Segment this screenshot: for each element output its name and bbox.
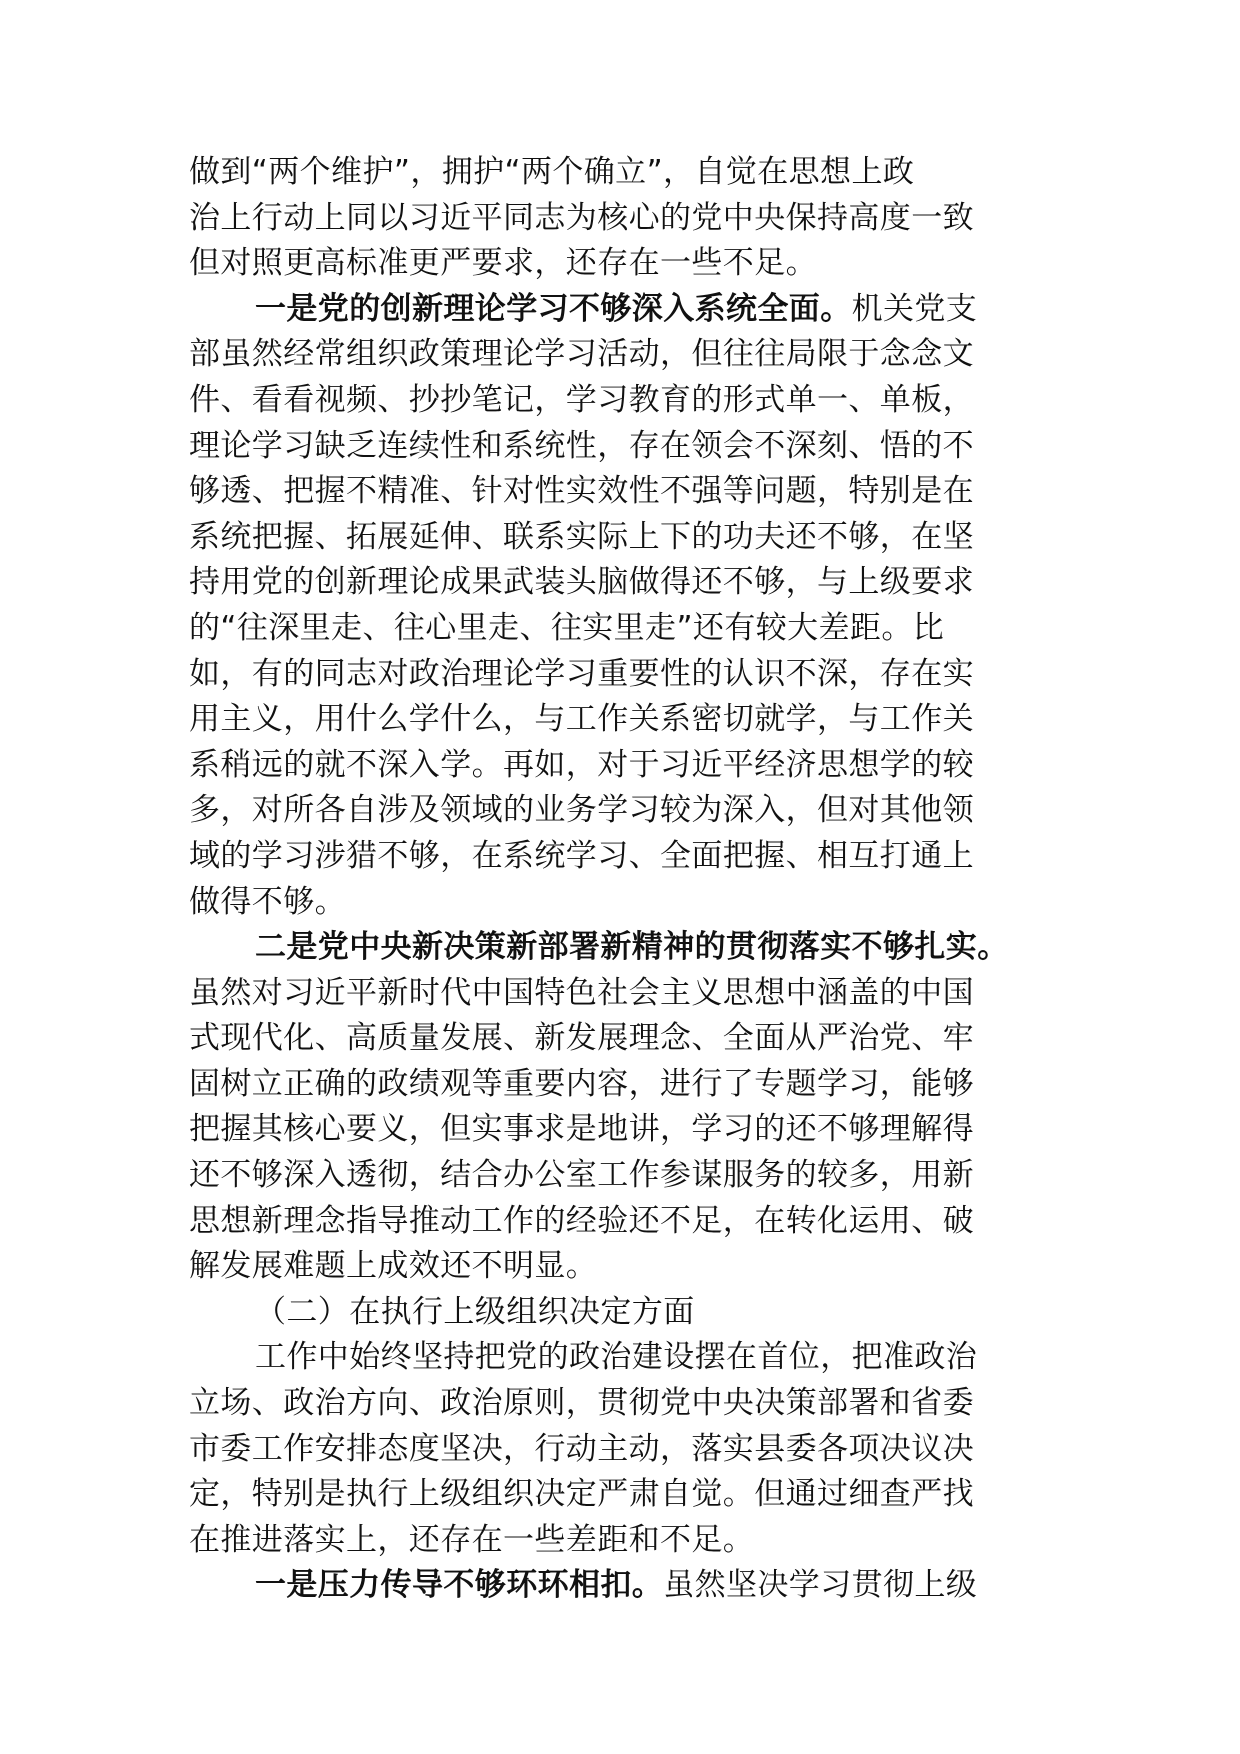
line-text: 做得不够。	[189, 883, 346, 920]
line-text: 系稍远的就不深入学。再如，对于习近平经济思想学的较	[189, 746, 974, 783]
line-text: 但对照更高标准更严要求，还存在一些不足。	[189, 245, 817, 282]
text-line	[189, 1153, 1057, 1199]
line-text: 工作中始终坚持把党的政治建设摆在首位，把准政治	[255, 1339, 978, 1376]
text-line	[189, 1381, 1057, 1427]
section-heading	[189, 1290, 1057, 1336]
text-line	[189, 971, 1057, 1017]
line-text: 市委工作安排态度坚决，行动主动，落实县委各项决议决	[189, 1430, 974, 1467]
text-line	[189, 424, 1057, 470]
paragraph-start-line	[189, 925, 1057, 971]
text-line	[189, 332, 1057, 378]
text-line	[189, 1472, 1057, 1518]
text-line	[189, 150, 1057, 196]
bold-heading: 一是压力传导不够环环相扣。	[255, 1567, 664, 1604]
text-line	[189, 241, 1057, 287]
text-line	[189, 834, 1057, 880]
line-text: 定，特别是执行上级组织决定严肃自觉。但通过细查严找	[189, 1476, 974, 1513]
text-line	[189, 788, 1057, 834]
text-line	[189, 1107, 1057, 1153]
text-line	[189, 697, 1057, 743]
line-text: 域的学习涉猎不够，在系统学习、全面把握、相互打通上	[189, 837, 974, 874]
line-text: 理论学习缺乏连续性和系统性，存在领会不深刻、悟的不	[189, 427, 974, 464]
line-text: 在推进落实上，还存在一些差距和不足。	[189, 1521, 755, 1558]
line-text: 立场、政治方向、政治原则，贯彻党中央决策部署和省委	[189, 1385, 974, 1422]
line-text: 虽然坚决学习贯彻上级	[663, 1567, 978, 1604]
line-text: （二）在执行上级组织决定方面	[255, 1293, 695, 1330]
text-line	[189, 1518, 1057, 1564]
text-line	[189, 469, 1057, 515]
text-line	[189, 196, 1057, 242]
text-line	[189, 1062, 1057, 1108]
line-text: 治上行动上同以习近平同志为核心的党中央保持高度一致	[189, 199, 974, 236]
text-line	[189, 1199, 1057, 1245]
line-text: 还不够深入透彻，结合办公室工作参谋服务的较多，用新	[189, 1157, 974, 1194]
line-text: 把握其核心要义，但实事求是地讲，学习的还不够理解得	[189, 1111, 974, 1148]
line-text: 够透、把握不精准、针对性实效性不强等问题，特别是在	[189, 473, 974, 510]
text-line	[189, 1016, 1057, 1062]
line-text: 多，对所各自涉及领域的业务学习较为深入，但对其他领	[189, 792, 974, 829]
paragraph-start-line	[189, 287, 1057, 333]
line-text: 如，有的同志对政治理论学习重要性的认识不深，存在实	[189, 655, 974, 692]
document-body	[189, 150, 1057, 1609]
line-text: 机关党支	[851, 290, 978, 327]
paragraph-start-line	[189, 1563, 1057, 1609]
line-text: 用主义，用什么学什么，与工作关系密切就学，与工作关	[189, 701, 974, 738]
text-line	[189, 515, 1057, 561]
bold-heading: 一是党的创新理论学习不够深入系统全面。	[255, 290, 852, 327]
line-text: 的“往深里走、往心里走、往实里走”还有较大差距。比	[189, 609, 945, 646]
line-text: 持用党的创新理论成果武装头脑做得还不够，与上级要求	[189, 564, 974, 601]
line-text: 系统把握、拓展延伸、联系实际上下的功夫还不够，在坚	[189, 518, 974, 555]
text-line	[189, 1244, 1057, 1290]
line-text: 式现代化、高质量发展、新发展理念、全面从严治党、牢	[189, 1020, 974, 1057]
bold-heading: 二是党中央新决策新部署新精神的贯彻落实不够扎实。	[255, 929, 1009, 966]
text-line	[189, 652, 1057, 698]
line-text: 虽然对习近平新时代中国特色社会主义思想中涵盖的中国	[189, 974, 974, 1011]
text-line	[189, 560, 1057, 606]
text-line	[189, 880, 1057, 926]
paragraph-start-line	[189, 1335, 1057, 1381]
text-line	[189, 378, 1057, 424]
line-text: 做到“两个维护”，拥护“两个确立”，自觉在思想上政	[189, 154, 915, 190]
text-line	[189, 606, 1057, 652]
line-text: 固树立正确的政绩观等重要内容，进行了专题学习，能够	[189, 1065, 974, 1102]
line-text: 件、看看视频、抄抄笔记，学习教育的形式单一、单板，	[189, 381, 974, 418]
text-line	[189, 1427, 1057, 1473]
line-text: 部虽然经常组织政策理论学习活动，但往往局限于念念文	[189, 336, 974, 373]
line-text: 思想新理念指导推动工作的经验还不足，在转化运用、破	[189, 1202, 974, 1239]
line-text: 解发展难题上成效还不明显。	[189, 1248, 598, 1285]
text-line	[189, 743, 1057, 789]
